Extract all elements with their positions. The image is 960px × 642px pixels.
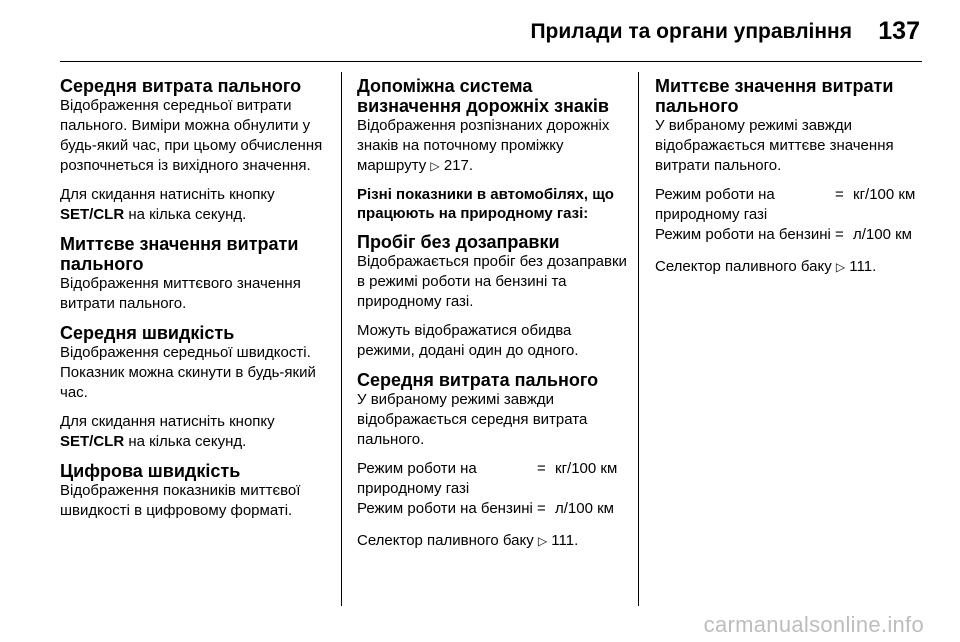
paragraph: У вибраному режимі завжди відображається середня витрата пального. xyxy=(357,391,588,448)
section-title: Пробіг без дозаправки xyxy=(357,232,560,252)
section-traffic-sign-assistant xyxy=(357,76,629,176)
paragraph: Відображення середньої витрати пального. Виміри можна обнулити у будь-який час, при цьому обчислення розпочнеться із вихідного значення. xyxy=(60,97,323,174)
text: . xyxy=(872,258,877,275)
page-reference-arrow-icon[interactable] xyxy=(430,157,468,174)
mode-label: Режим роботи на природному газі xyxy=(357,460,477,497)
note-heading: Різні показники в автомобілях, що працюють на природному газі: xyxy=(357,186,614,222)
column-3 xyxy=(655,76,923,286)
page-header xyxy=(0,0,960,60)
text: Відображення розпізнаних дорожніх знаків на поточному проміжку маршруту xyxy=(357,117,610,174)
page-reference[interactable]: 217 xyxy=(443,157,469,174)
page-reference-arrow-icon[interactable] xyxy=(538,532,574,549)
section-average-fuel-consumption xyxy=(60,76,332,225)
equals-sign: = xyxy=(537,460,546,477)
equals-sign: = xyxy=(835,226,844,243)
page-reference[interactable]: 111 xyxy=(849,258,873,275)
unit-value: кг/100 км xyxy=(853,186,916,203)
section-average-speed xyxy=(60,323,332,452)
column-2 xyxy=(357,76,629,560)
section-title: Середня швидкість xyxy=(60,323,235,343)
equals-sign: = xyxy=(835,186,844,203)
text: Селектор паливного баку xyxy=(655,258,836,275)
text: Селектор паливного баку xyxy=(357,532,538,549)
mode-label: Режим роботи на природному газі xyxy=(655,186,775,223)
text: на кілька секунд. xyxy=(124,433,247,450)
units-table xyxy=(357,459,629,519)
unit-value: кг/100 км xyxy=(555,460,618,477)
table-row xyxy=(357,459,629,499)
page-reference[interactable]: 111 xyxy=(551,532,575,549)
paragraph: У вибраному режимі завжди відображається миттєве значення витрати пального. xyxy=(655,117,894,174)
table-row xyxy=(357,499,629,519)
header-divider xyxy=(60,61,922,62)
section-range xyxy=(357,232,629,361)
paragraph: Відображення показників миттєвої швидкості в цифровому форматі. xyxy=(60,482,301,519)
paragraph: Відображення середньої швидкості. Показник можна скинути в будь-який час. xyxy=(60,344,316,401)
text: . xyxy=(574,532,579,549)
button-name-set-clr: SET/CLR xyxy=(60,433,125,450)
paragraph xyxy=(60,185,332,225)
equals-sign: = xyxy=(537,500,546,517)
section-instant-fuel-consumption xyxy=(60,234,332,314)
paragraph: Можуть відображатися обидва режими, додані один до одного. xyxy=(357,322,579,359)
text: Для скидання натисніть кнопку xyxy=(60,186,275,203)
section-instant-fuel-consumption-cng xyxy=(655,76,923,277)
paragraph xyxy=(357,116,629,176)
watermark: carmanualsonline.info xyxy=(703,612,924,637)
section-title: Миттєве значення витрати пального xyxy=(655,76,894,116)
text: на кілька секунд. xyxy=(124,206,247,223)
mode-label: Режим роботи на бензині xyxy=(655,226,831,243)
section-average-fuel-consumption-cng xyxy=(357,370,629,551)
section-title: Середня витрата пального xyxy=(357,370,599,390)
paragraph xyxy=(357,531,629,551)
text: . xyxy=(468,157,474,174)
page-reference-arrow-icon[interactable] xyxy=(836,258,872,275)
table-row xyxy=(655,185,923,225)
section-title: Цифрова швидкість xyxy=(60,461,241,481)
unit-value: л/100 км xyxy=(853,226,912,243)
section-title: Середня витрата пального xyxy=(60,76,302,96)
text: Для скидання натисніть кнопку xyxy=(60,413,275,430)
section-digital-speed xyxy=(60,461,332,521)
section-title: Миттєве значення витрати пального xyxy=(60,234,299,274)
paragraph: Відображається пробіг без дозаправки в режимі роботи на бензині та природному газі. xyxy=(357,253,627,310)
mode-label: Режим роботи на бензині xyxy=(357,500,533,517)
paragraph xyxy=(655,257,923,277)
section-title: Допоміжна система визначення дорожніх знаків xyxy=(357,76,609,116)
page-number: 137 xyxy=(878,17,920,45)
column-divider-1 xyxy=(341,72,342,606)
note-cng-vehicles xyxy=(357,185,629,223)
button-name-set-clr: SET/CLR xyxy=(60,206,125,223)
paragraph xyxy=(60,412,332,452)
paragraph: Відображення миттєвого значення витрати пального. xyxy=(60,275,301,312)
units-table xyxy=(655,185,923,245)
column-1 xyxy=(60,76,332,530)
column-divider-2 xyxy=(638,72,639,606)
table-row xyxy=(655,225,923,245)
header-title: Прилади та органи управління xyxy=(530,20,852,43)
unit-value: л/100 км xyxy=(555,500,614,517)
